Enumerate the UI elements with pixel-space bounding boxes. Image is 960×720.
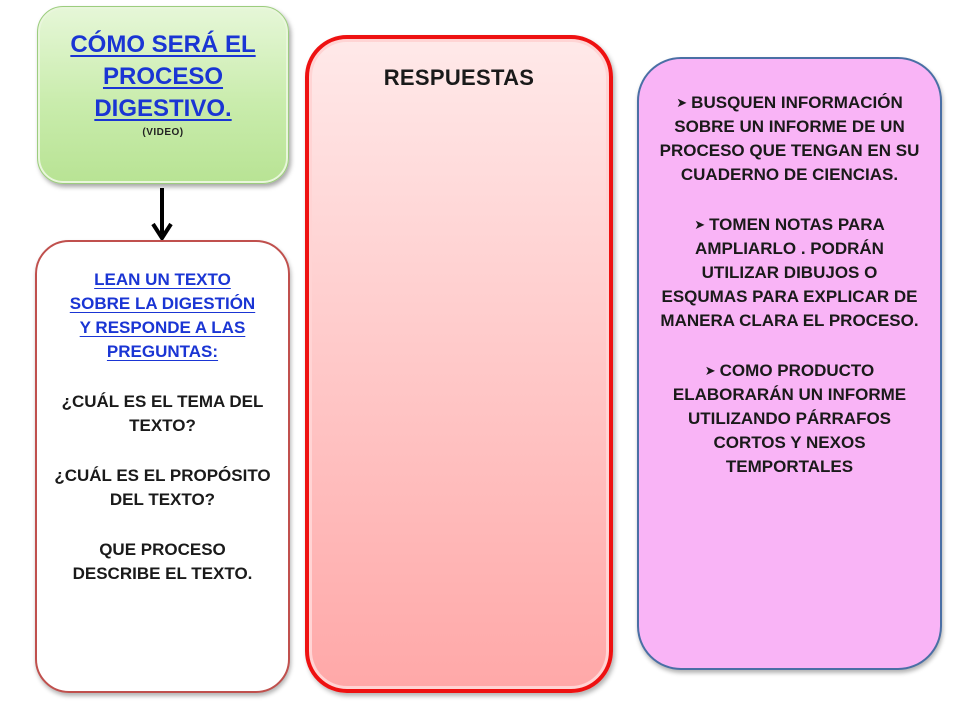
question-purpose: ¿CUÁL ES EL PROPÓSITO DEL TEXTO? (54, 466, 271, 509)
instruction-text: COMO PRODUCTO ELABORARÁN UN INFORME UTILIZANDO PÁRRAFOS CORTOS Y NEXOS TEMPORTALES (672, 361, 907, 476)
reading-link-line: PREGUNTAS: (106, 342, 219, 361)
reading-link-line: Y RESPONDE A LAS (79, 318, 246, 337)
question-process: QUE PROCESO DESCRIBE EL TEXTO. (72, 540, 253, 583)
instruction-text: BUSQUEN INFORMACIÓN SOBRE UN INFORME DE UN PROCESO QUE TENGAN EN SU CUADERNO DE CIENCIAS. (659, 93, 920, 184)
arrow-bullet-icon: ➤ (694, 217, 706, 232)
instructions-box (637, 57, 942, 670)
reading-box (35, 240, 290, 693)
video-title-line: CÓMO SERÁ EL (70, 31, 256, 58)
instruction-item (657, 91, 922, 187)
reading-link-line: SOBRE LA DIGESTIÓN (69, 294, 256, 313)
instruction-item (657, 213, 922, 333)
reading-link[interactable] (53, 268, 272, 364)
video-title-line: PROCESO (102, 63, 224, 90)
reading-link-line: LEAN UN TEXTO (94, 270, 231, 289)
instruction-text: TOMEN NOTAS PARA AMPLIARLO . PODRÁN UTILIZAR DIBUJOS O ESQUMAS PARA EXPLICAR DE MANERA CLARA EL PROCESO. (660, 215, 919, 330)
video-box (37, 6, 289, 184)
answers-box[interactable] (305, 35, 613, 693)
video-subtitle: (VIDEO) (142, 127, 184, 138)
instruction-item (657, 359, 922, 479)
answers-title: RESPUESTAS (383, 65, 535, 90)
video-title-line: DIGESTIVO. (94, 95, 232, 122)
down-arrow-icon (150, 186, 174, 242)
arrow-bullet-icon: ➤ (676, 95, 688, 110)
video-link[interactable] (38, 29, 288, 125)
question-topic: ¿CUÁL ES EL TEMA DEL TEXTO? (61, 392, 264, 435)
arrow-bullet-icon: ➤ (704, 363, 716, 378)
